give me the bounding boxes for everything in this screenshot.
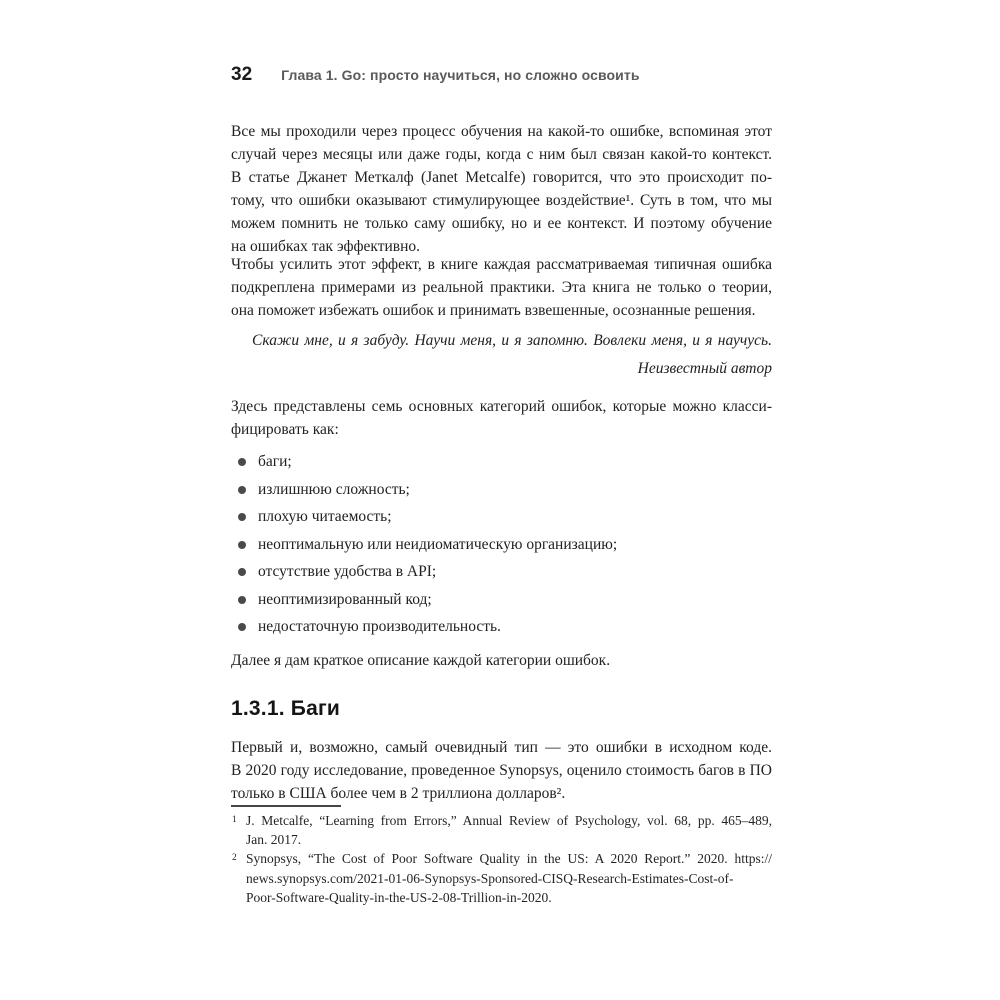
- bullet-label: неоптимизированный код;: [258, 590, 432, 608]
- bullet-dot-icon: [238, 541, 246, 549]
- bullet-item: [231, 480, 772, 500]
- bullet-dot-icon: [238, 513, 246, 521]
- bullet-label: излишнюю сложность;: [258, 480, 410, 498]
- bullet-label: плохую читаемость;: [258, 508, 392, 525]
- bullet-item: [231, 535, 772, 555]
- paragraph-3: Здесь представлены семь основных категорий ошибок, которые можно класси- фицировать как:: [231, 398, 772, 438]
- footnote-text: J. Metcalfe, “Learning from Errors,” Annual Review of Psychology, vol. 68, pp. 465–489, Jan. 2017.: [246, 813, 772, 848]
- paragraph-1: Все мы проходили через процесс обучения на какой-то ошибке, вспоминая этот случай через месяцы или даже годы, когда с ним был связан какой-то контекст. В статье Джанет Меткалф (Janet Metcalfe) говорится, что это происходит по- тому, что ошибки оказывают стимулирующее воздействие¹. Суть в том, что мы можем помнить не только саму ошибку, но и ее контекст. И поэтому обучение на ошибках так эффективно.: [231, 123, 772, 255]
- footnote-text: Synopsys, “The Cost of Poor Software Quality in the US: A 2020 Report.” 2020. https:// news.synopsys.com/2021-01-06-Synopsys-Sponsored-CISQ-Research-Estimates-Cost-of- Poor-Software-Quality-in-the-US-2-08-Trillion-in-2020.: [246, 851, 772, 905]
- bullet-dot-icon: [238, 486, 246, 494]
- chapter-header: Глава 1. Go: просто научиться, но сложно освоить: [281, 67, 640, 83]
- section-paragraph: Первый и, возможно, самый очевидный тип — это ошибки в исходном коде. В 2020 году исследование, проведенное Synopsys, оценило стоимость багов в ПО только в США более чем в 2 триллиона долларов².: [231, 739, 772, 802]
- footnote-2: [231, 849, 772, 907]
- bullet-item: [231, 617, 772, 637]
- block-quote: [231, 329, 772, 352]
- section-heading: 1.3.1. Баги: [231, 697, 341, 720]
- bullet-label: отсутствие удобства в API;: [258, 563, 437, 580]
- quote-attribution: Неизвестный автор: [637, 360, 772, 377]
- paragraph-4: Далее я дам краткое описание каждой категории ошибок.: [231, 652, 611, 669]
- page-number: 32: [231, 64, 253, 85]
- paragraph-2: Чтобы усилить этот эффект, в книге каждая рассматриваемая типичная ошибка подкреплена примерами из реальной практики. Эта книга не только о теории, она поможет избежать ошибок и принимать взвешенные, осознанные решения.: [231, 256, 772, 319]
- bullet-dot-icon: [238, 458, 246, 466]
- running-head: [231, 64, 772, 86]
- bullet-dot-icon: [238, 596, 246, 604]
- footnote-1: [231, 811, 772, 849]
- bullet-dot-icon: [238, 623, 246, 631]
- bullet-label: недостаточную производительность.: [258, 618, 501, 635]
- bullet-item: [231, 452, 772, 472]
- bullet-item: [231, 562, 772, 582]
- quote-text: Скажи мне, и я забуду. Научи меня, и я запомню. Вовлеки меня, и я научусь.: [252, 332, 772, 349]
- footnote-divider: [231, 805, 341, 807]
- bullet-item: [231, 590, 772, 610]
- footnotes: [231, 811, 772, 907]
- footnote-marker: 1: [232, 815, 237, 825]
- bullet-item: [231, 507, 772, 527]
- bullet-label: баги;: [258, 453, 292, 470]
- bullet-list: [231, 452, 772, 645]
- bullet-label: неоптимальную или неидиоматическую организацию;: [258, 535, 618, 553]
- bullet-dot-icon: [238, 568, 246, 576]
- footnote-marker: 2: [232, 853, 237, 864]
